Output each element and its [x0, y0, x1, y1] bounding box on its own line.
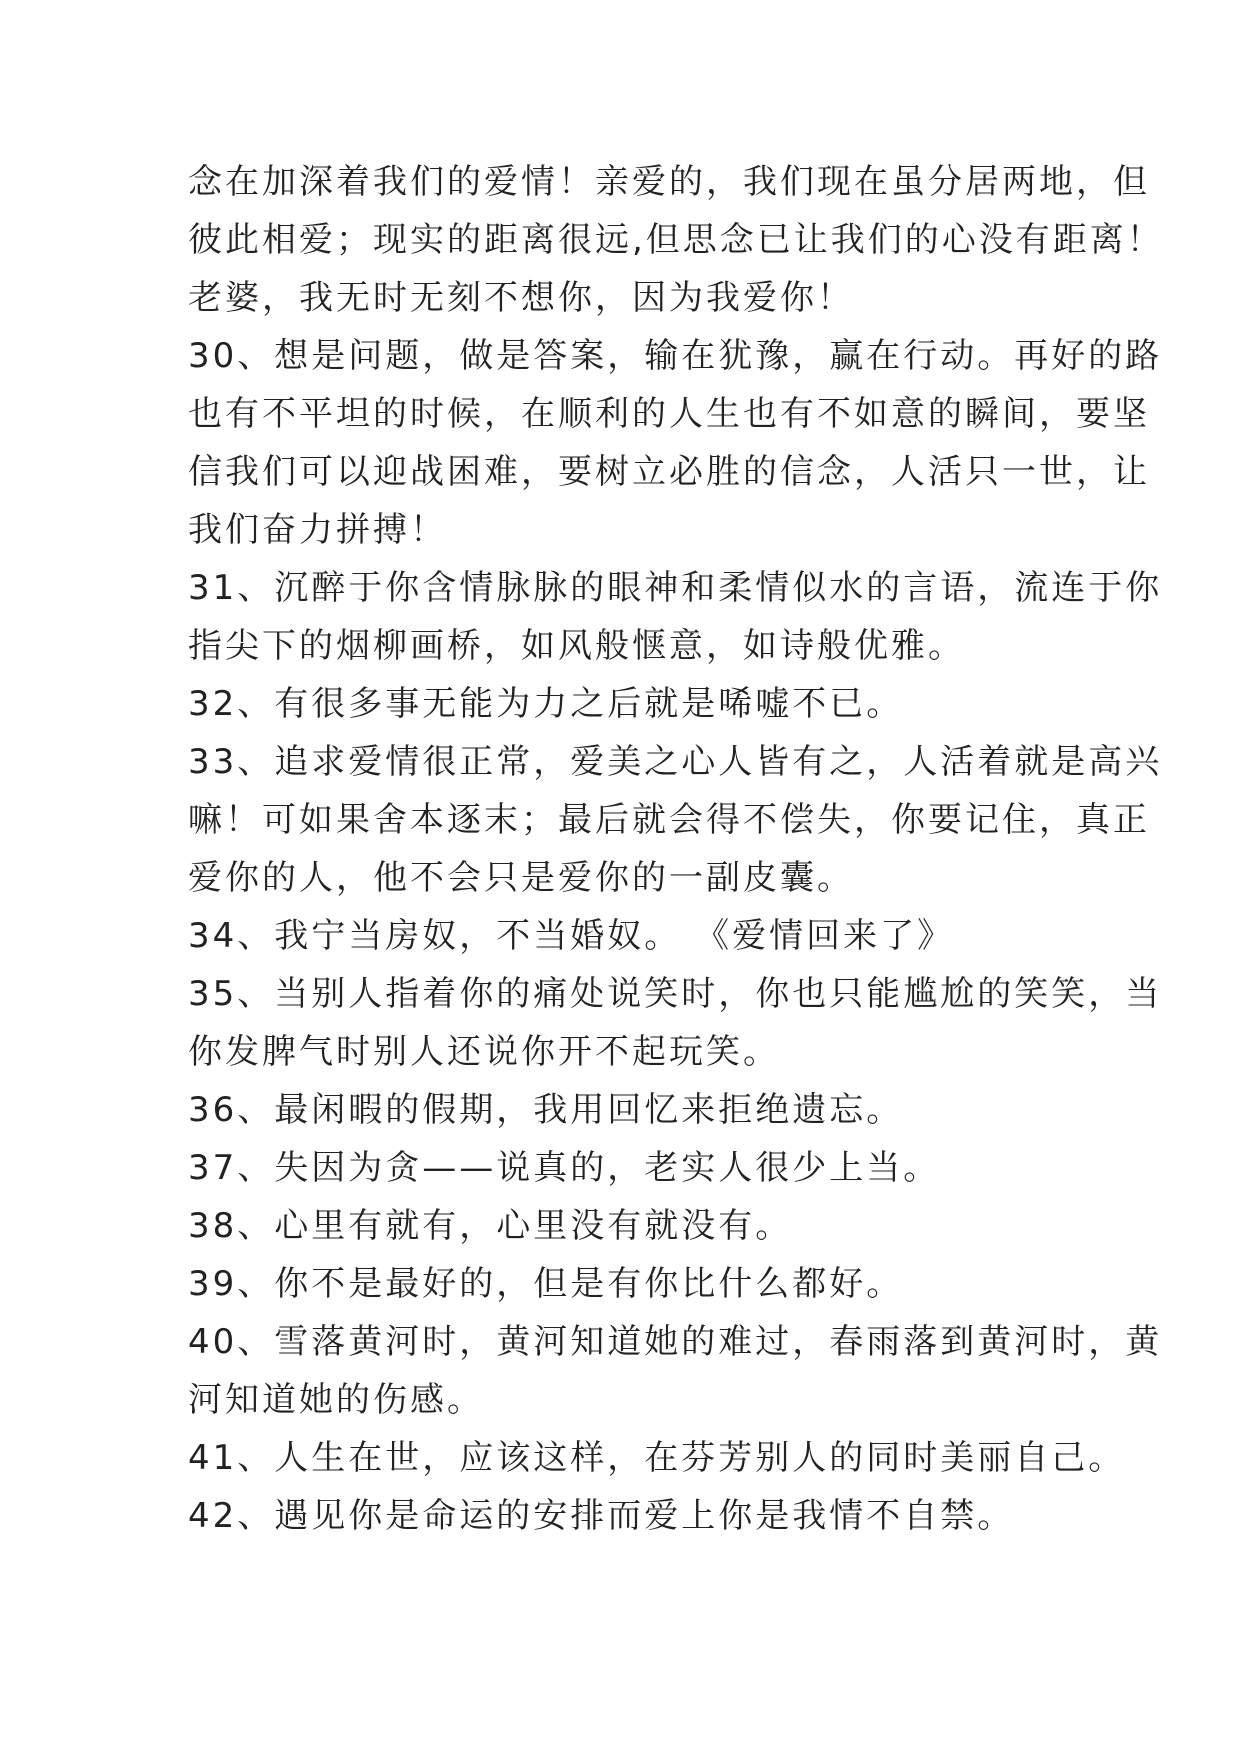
text-line: 38、心里有就有，心里没有就没有。	[188, 1206, 793, 1246]
text-line: 39、你不是最好的，但是有你比什么都好。	[188, 1264, 904, 1304]
text-line: 31、沉醉于你含情脉脉的眼神和柔情似水的言语，流连于你	[188, 568, 1163, 608]
text-line: 信我们可以迎战困难，要树立必胜的信念，人活只一世，让	[188, 452, 1150, 492]
text-line: 42、遇见你是命运的安排而爱上你是我情不自禁。	[188, 1496, 1015, 1536]
text-line: 40、雪落黄河时，黄河知道她的难过，春雨落到黄河时，黄	[188, 1322, 1163, 1362]
text-line: 41、人生在世，应该这样，在芬芳别人的同时美丽自己。	[188, 1438, 1126, 1478]
text-line: 33、追求爱情很正常，爱美之心人皆有之，人活着就是高兴	[188, 742, 1163, 782]
text-line: 河知道她的伤感。	[188, 1380, 484, 1420]
text-line: 也有不平坦的时候，在顺利的人生也有不如意的瞬间，要坚	[188, 394, 1150, 434]
text-line: 你发脾气时别人还说你开不起玩笑。	[188, 1032, 780, 1072]
text-line: 35、当别人指着你的痛处说笑时，你也只能尴尬的笑笑，当	[188, 974, 1163, 1014]
text-line: 老婆，我无时无刻不想你，因为我爱你！	[188, 278, 854, 318]
text-line: 我们奋力拼搏！	[188, 510, 447, 550]
text-line: 念在加深着我们的爱情！亲爱的，我们现在虽分居两地，但	[188, 162, 1150, 202]
text-line: 36、最闲暇的假期，我用回忆来拒绝遗忘。	[188, 1090, 904, 1130]
text-line: 37、失因为贪——说真的，老实人很少上当。	[188, 1148, 941, 1188]
text-line: 34、我宁当房奴，不当婚奴。 《爱情回来了》	[188, 916, 955, 956]
text-line: 32、有很多事无能为力之后就是唏嘘不已。	[188, 684, 904, 724]
text-line: 指尖下的烟柳画桥，如风般惬意，如诗般优雅。	[188, 626, 965, 666]
body-text	[188, 153, 1164, 1545]
text-line: 30、想是问题，做是答案，输在犹豫，赢在行动。再好的路	[188, 336, 1163, 376]
text-line: 彼此相爱；现实的距离很远,但思念已让我们的心没有距离！	[188, 220, 1164, 260]
text-line: 爱你的人，他不会只是爱你的一副皮囊。	[188, 858, 854, 898]
text-line: 嘛！可如果舍本逐末；最后就会得不偿失，你要记住，真正	[188, 800, 1150, 840]
